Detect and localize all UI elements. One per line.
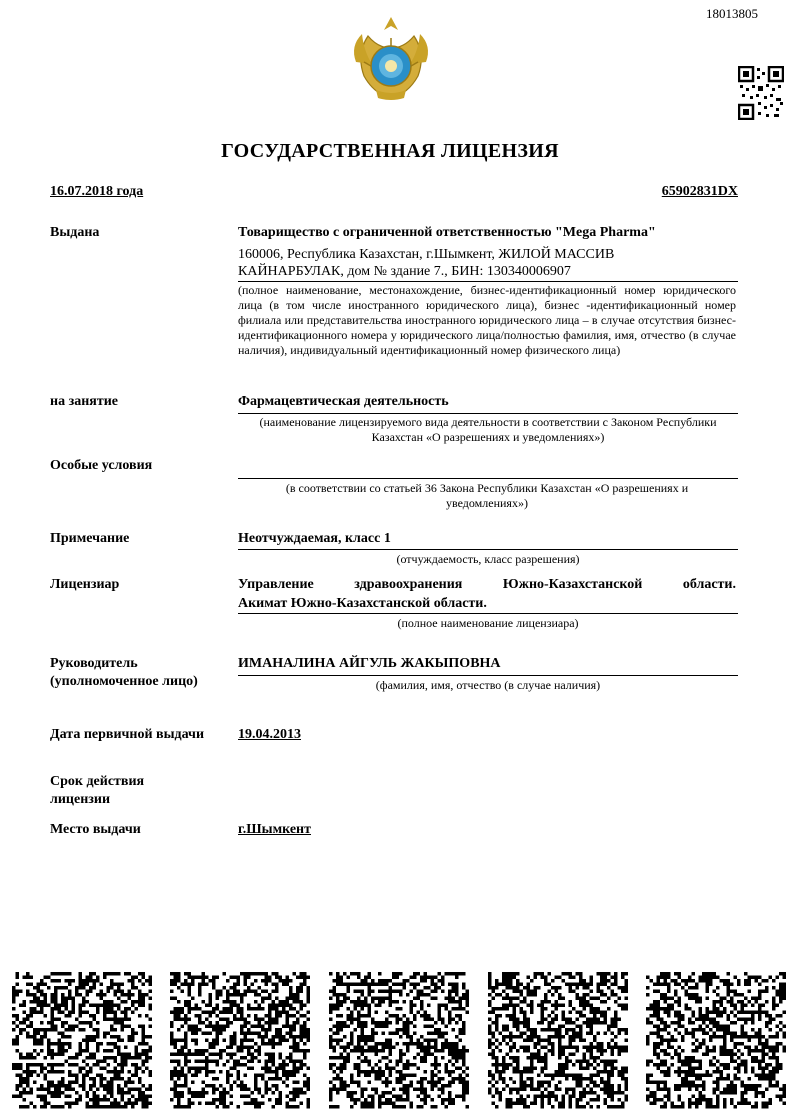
qr-code-icon <box>738 66 784 120</box>
signature-qr-code-icon <box>170 972 310 1110</box>
divider <box>238 478 738 479</box>
state-emblem-icon <box>346 14 436 104</box>
activity-hint: (наименование лицензируемого вида деятельности в соответствии с Законом Республики Казахстан «О разрешениях и уведомлениях») <box>259 415 717 444</box>
issued-to-address-line1: 160006, Республика Казахстан, г.Шымкент, ЖИЛОЙ МАССИВ <box>238 247 615 262</box>
place-label: Место выдачи <box>50 822 141 837</box>
issued-to-address-line2: КАЙНАРБУЛАК, дом № здание 7., БИН: 130340006907 <box>238 264 571 279</box>
licensor-value-line1: Управление здравоохранения Южно-Казахстанской области. <box>238 577 736 592</box>
signature-qr-code-icon <box>646 972 786 1110</box>
signature-qr-code-icon <box>488 972 628 1110</box>
licensor-value-line2: Акимат Южно-Казахстанской области. <box>238 596 487 611</box>
divider <box>238 281 738 282</box>
head-label-line1: Руководитель <box>50 656 138 671</box>
issued-to-name: Товарищество с ограниченной ответственностью "Mega Pharma" <box>238 225 656 240</box>
special-conditions-label: Особые условия <box>50 458 153 473</box>
note-label: Примечание <box>50 531 130 546</box>
issue-date: 16.07.2018 года <box>50 184 144 199</box>
note-hint: (отчуждаемость, класс разрешения) <box>396 552 580 566</box>
document-number: 18013805 <box>706 6 758 21</box>
divider <box>238 549 738 550</box>
head-label-line2: (уполномоченное лицо) <box>50 674 198 689</box>
issued-to-label: Выдана <box>50 225 100 240</box>
validity-label-line1: Срок действия <box>50 774 145 789</box>
first-issue-value: 19.04.2013 <box>238 727 301 742</box>
licensor-hint: (полное наименование лицензиара) <box>397 616 579 630</box>
licensor-label: Лицензиар <box>50 577 120 592</box>
signature-qr-code-icon <box>329 972 469 1110</box>
page-title: ГОСУДАРСТВЕННАЯ ЛИЦЕНЗИЯ <box>221 140 559 162</box>
place-value: г.Шымкент <box>238 822 311 837</box>
signature-qr-code-icon <box>12 972 152 1110</box>
head-value: ИМАНАЛИНА АЙГУЛЬ ЖАКЫПОВНА <box>238 656 501 671</box>
issued-to-hint: (полное наименование, местонахождение, бизнес-идентификационный номер юридического лица (в том числе иностранного юридического лица), бизнес -идентификационный номер филиала или представительства иностранного юридического лица – в случае отсутствия бизнес-идентификационного номера у юридического лица/полностью фамилия, имя, отчество (в случае наличия), индивидуальный идентификационный номер физического лица) <box>238 283 736 357</box>
note-value: Неотчуждаемая, класс 1 <box>238 531 391 546</box>
license-number: 65902831DX <box>661 184 738 199</box>
divider <box>238 675 738 676</box>
activity-label: на занятие <box>50 394 118 409</box>
head-hint: (фамилия, имя, отчество (в случае наличия) <box>375 678 601 692</box>
special-conditions-hint: (в соответствии со статьей 36 Закона Республики Казахстан «О разрешениях и уведомлениях») <box>285 481 689 510</box>
first-issue-label: Дата первичной выдачи <box>50 727 205 742</box>
divider <box>238 413 738 414</box>
validity-label-line2: лицензии <box>50 792 111 807</box>
activity-value: Фармацевтическая деятельность <box>238 394 449 409</box>
divider <box>238 613 738 614</box>
